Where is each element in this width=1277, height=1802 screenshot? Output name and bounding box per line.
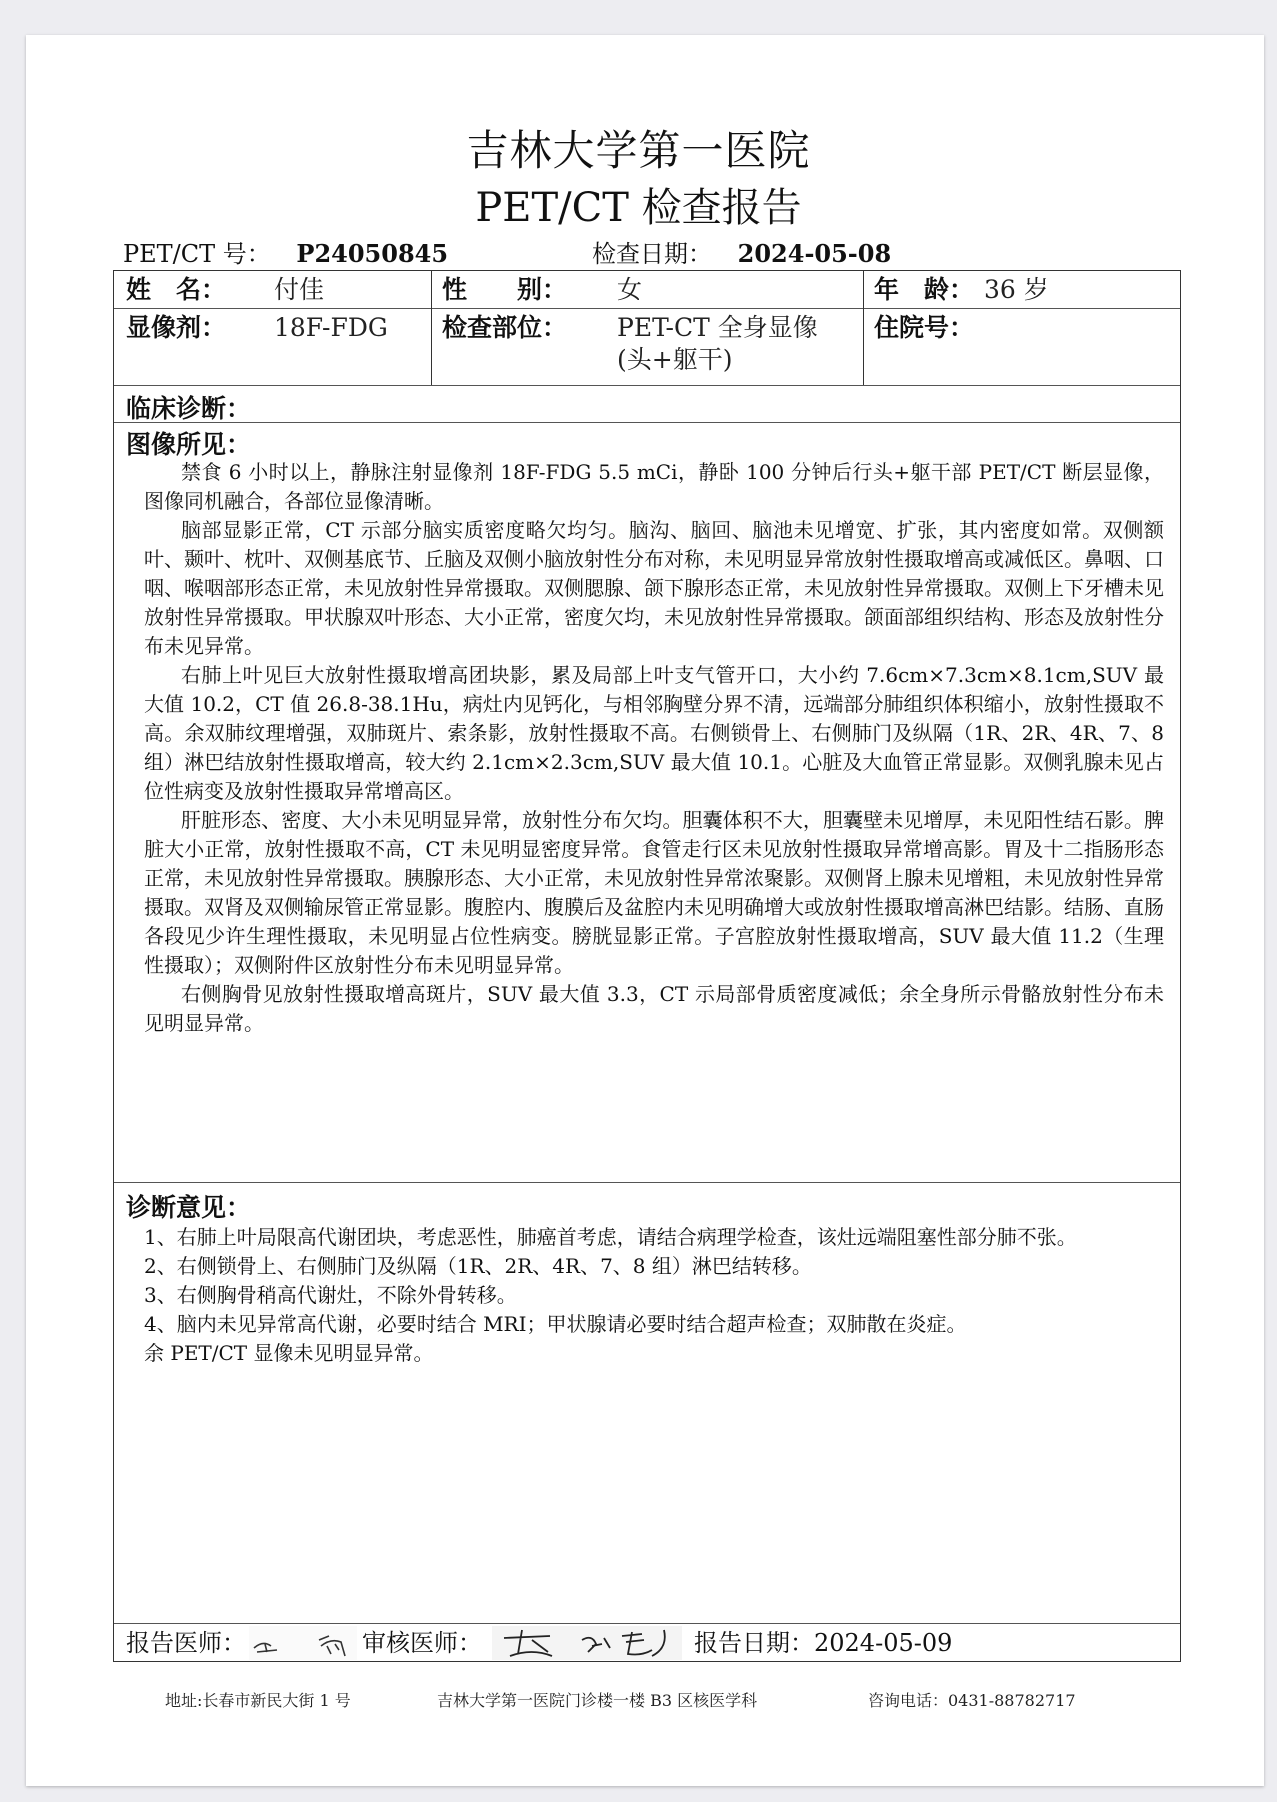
hospital-name: 吉林大学第一医院: [466, 126, 811, 175]
inpatient-number-label: 住院号：: [874, 313, 975, 342]
tracer-value: 18F-FDG: [274, 313, 388, 342]
report-date-label: 报告日期：: [694, 1629, 814, 1657]
diagnosis-item: 余 PET/CT 显像未见明显异常。: [144, 1341, 434, 1365]
findings-paragraph: 脑部显影正常，CT 示部分脑实质密度略欠均匀。脑沟、脑回、脑池未见增宽、扩张，其内密度如常。双侧额叶、颞叶、枕叶、双侧基底节、丘脑及双侧小脑放射性分布对称，未见明显异常放射性摄取增高或减低区。鼻咽、口咽、喉咽部形态正常，未见放射性异常摄取。双侧腮腺、颌下腺形态正常，未见放射性异常摄取。双侧上下牙槽未见放射性异常摄取。甲状腺双叶形态、大小正常，密度欠均，未见放射性异常摄取。颌面部组织结构、形态及放射性分布未见异常。: [144, 518, 1164, 658]
report-title: PET/CT 检查报告: [475, 185, 802, 231]
exam-date-field: [592, 234, 891, 269]
exam-region-line1: PET-CT 全身显像: [617, 313, 818, 342]
diagnosis-item: 2、右侧锁骨上、右侧肺门及纵隔（1R、2R、4R、7、8 组）淋巴结转移。: [144, 1254, 812, 1278]
tracer-label: 显像剂：: [126, 313, 227, 342]
column-divider: [863, 271, 864, 385]
findings-paragraph: 禁食 6 小时以上，静脉注射显像剂 18F-FDG 5.5 mCi，静卧 100 分钟后行头+躯干部 PET/CT 断层显像，图像同机融合，各部位显像清晰。: [144, 460, 1164, 513]
name-label: 姓 名：: [126, 275, 227, 304]
age-label: 年 龄：: [874, 275, 975, 304]
clinical-diagnosis-label: 临床诊断：: [126, 394, 252, 423]
petct-number-value: P24050845: [296, 239, 449, 268]
reporter-signature: [249, 1626, 357, 1660]
exam-region-line2: (头+躯干): [617, 345, 733, 374]
diagnosis-label: 诊断意见：: [126, 1193, 252, 1222]
exam-date-value: 2024-05-08: [737, 239, 892, 268]
row-divider: [114, 422, 1180, 423]
diagnosis-item: 1、右肺上叶局限高代谢团块，考虑恶性，肺癌首考虑，请结合病理学检查，该灶远端阻塞性部分肺不张。: [144, 1225, 1077, 1249]
findings-paragraph: 右侧胸骨见放射性摄取增高斑片，SUV 最大值 3.3，CT 示局部骨质密度减低；余全身所示骨骼放射性分布未见明显异常。: [144, 982, 1164, 1035]
diagnosis-item: 3、右侧胸骨稍高代谢灶，不除外骨转移。: [144, 1283, 517, 1307]
report-table: [113, 270, 1181, 1662]
patient-age: 36 岁: [984, 275, 1049, 304]
row-divider: [114, 385, 1180, 386]
diagnosis-item: 4、脑内未见异常高代谢，必要时结合 MRI；甲状腺请必要时结合超声检查；双肺散在炎症。: [144, 1312, 967, 1336]
report-date-value: 2024-05-09: [814, 1629, 953, 1657]
findings-paragraph: 右肺上叶见巨大放射性摄取增高团块影，累及局部上叶支气管开口，大小约 7.6cm×7.3cm×8.1cm,SUV 最大值 10.2，CT 值 26.8-38.1Hu，病灶内见钙化，与相邻胸壁分界不清，远端部分肺组织体积缩小，放射性摄取不高。余双肺纹理增强，双肺斑片、索条影，放射性摄取不高。右侧锁骨上、右侧肺门及纵隔（1R、2R、4R、7、8 组）淋巴结放射性摄取增高，较大约 2.1cm×2.3cm,SUV 最大值 10.1。心脏及大血管正常显影。双侧乳腺未见占位性病变及放射性摄取异常增高区。: [144, 663, 1164, 803]
patient-sex: 女: [617, 275, 643, 304]
footer-department: 吉林大学第一医院门诊楼一楼 B3 区核医学科: [437, 1691, 758, 1710]
patient-name: 付佳: [274, 275, 325, 304]
column-divider: [431, 271, 432, 385]
signature-row: [114, 1624, 1180, 1662]
findings-paragraph: 肝脏形态、密度、大小未见明显异常，放射性分布欠均。胆囊体积不大，胆囊壁未见增厚，未见阳性结石影。脾脏大小正常，放射性摄取不高，CT 未见明显密度异常。食管走行区未见放射性摄取异常增高影。胃及十二指肠形态正常，未见放射性异常摄取。胰腺形态、大小正常，未见放射性异常浓聚影。双侧肾上腺未见增粗，未见放射性异常摄取。双肾及双侧输尿管正常显影。腹腔内、腹膜后及盆腔内未见明确增大或放射性摄取增高淋巴结影。结肠、直肠各段见少许生理性摄取，未见明显占位性病变。膀胱显影正常。子宫腔放射性摄取增高，SUV 最大值 11.2（生理性摄取）；双侧附件区放射性分布未见明显异常。: [144, 808, 1164, 977]
reviewer-signature: [492, 1626, 682, 1660]
footer-address: 地址:长春市新民大街 1 号: [165, 1691, 351, 1710]
footer-phone: 咨询电话：0431-88782717: [868, 1691, 1076, 1710]
findings-text: [144, 458, 1164, 1038]
reporter-label: 报告医师：: [126, 1629, 246, 1657]
sex-label: 性 别：: [442, 275, 568, 304]
row-divider: [114, 1182, 1180, 1183]
reviewer-label: 审核医师：: [362, 1629, 482, 1657]
exam-date-label: 检查日期：: [592, 240, 712, 268]
petct-number-field: [123, 234, 448, 269]
exam-region-label: 检查部位：: [442, 313, 568, 342]
diagnosis-list: [144, 1223, 1164, 1368]
findings-label: 图像所见：: [126, 430, 252, 459]
petct-number-label: PET/CT 号：: [123, 240, 271, 268]
